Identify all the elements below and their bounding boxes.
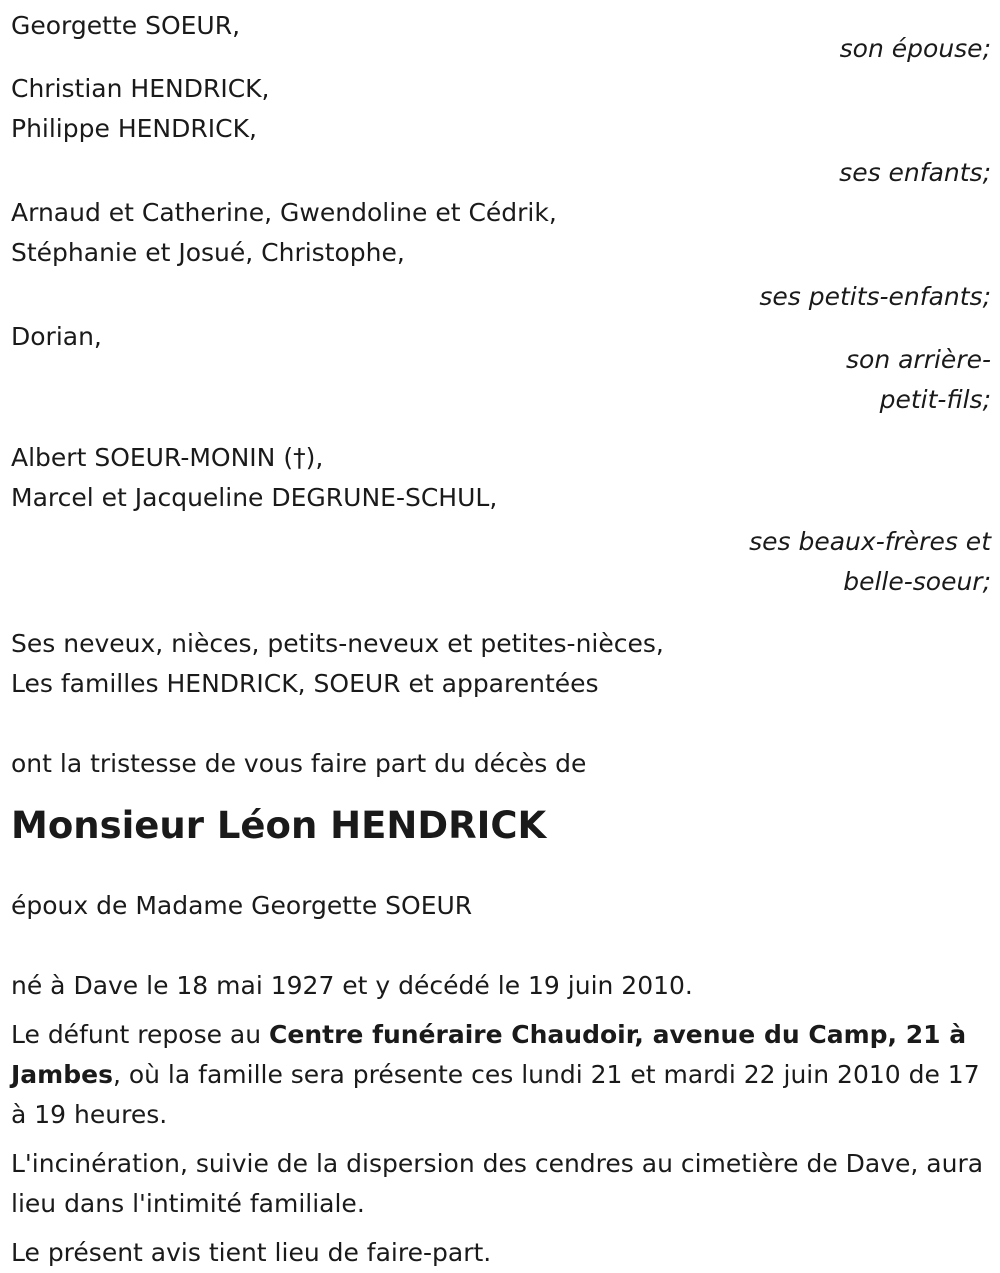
relatives-line: Ses neveux, nièces, petits-neveux et petites-nièces, xyxy=(11,629,664,658)
family-name: Arnaud et Catherine, Gwendoline et Cédrik, xyxy=(11,198,557,227)
role-label: petit-fils; xyxy=(879,385,991,414)
family-name: Marcel et Jacqueline DEGRUNE-SCHUL, xyxy=(11,483,498,512)
family-role xyxy=(11,522,991,602)
deceased-name: Monsieur Léon HENDRICK xyxy=(11,804,547,847)
role-label: ses petits-enfants; xyxy=(759,282,991,311)
role-label: ses beaux-frères et xyxy=(749,527,991,556)
role-label: son épouse; xyxy=(839,34,991,63)
family-name: Stéphanie et Josué, Christophe, xyxy=(11,238,405,267)
family-role xyxy=(11,340,991,420)
other-relatives xyxy=(11,624,991,704)
family-group xyxy=(11,438,991,518)
role-label: belle-soeur; xyxy=(843,567,991,596)
repose-prefix: Le défunt repose au xyxy=(11,1020,270,1049)
closing-line: Le présent avis tient lieu de faire-part. xyxy=(11,1238,492,1267)
funeral-home: Centre funéraire Chaudoir, avenue du Camp, 21 à Jambes xyxy=(11,1020,967,1089)
role-label: ses enfants; xyxy=(839,158,991,187)
obituary-notice xyxy=(11,6,991,1273)
role-label: son arrière- xyxy=(846,345,991,374)
announcement: ont la tristesse de vous faire part du décès de xyxy=(11,749,587,778)
family-group xyxy=(11,69,991,149)
repose-paragraph xyxy=(11,1015,991,1135)
relatives-line: Les familles HENDRICK, SOEUR et apparentées xyxy=(11,669,599,698)
birth-death: né à Dave le 18 mai 1927 et y décédé le 19 juin 2010. xyxy=(11,971,693,1000)
family-name: Albert SOEUR-MONIN (†), xyxy=(11,443,324,472)
family-name: Dorian, xyxy=(11,322,102,351)
spouse-line: époux de Madame Georgette SOEUR xyxy=(11,891,473,920)
repose-suffix: , où la famille sera présente ces lundi 21 et mardi 22 juin 2010 de 17 à 19 heures. xyxy=(11,1060,980,1129)
family-group xyxy=(11,193,991,273)
family-group xyxy=(11,317,991,351)
family-role xyxy=(11,153,991,193)
family-name: Philippe HENDRICK, xyxy=(11,114,257,143)
family-role xyxy=(11,29,991,69)
family-name: Georgette SOEUR, xyxy=(11,11,241,40)
cremation-paragraph: L'incinération, suivie de la dispersion des cendres au cimetière de Dave, aura lieu dans l'intimité familiale. xyxy=(11,1149,984,1218)
family-name: Christian HENDRICK, xyxy=(11,74,270,103)
family-role xyxy=(11,277,991,317)
